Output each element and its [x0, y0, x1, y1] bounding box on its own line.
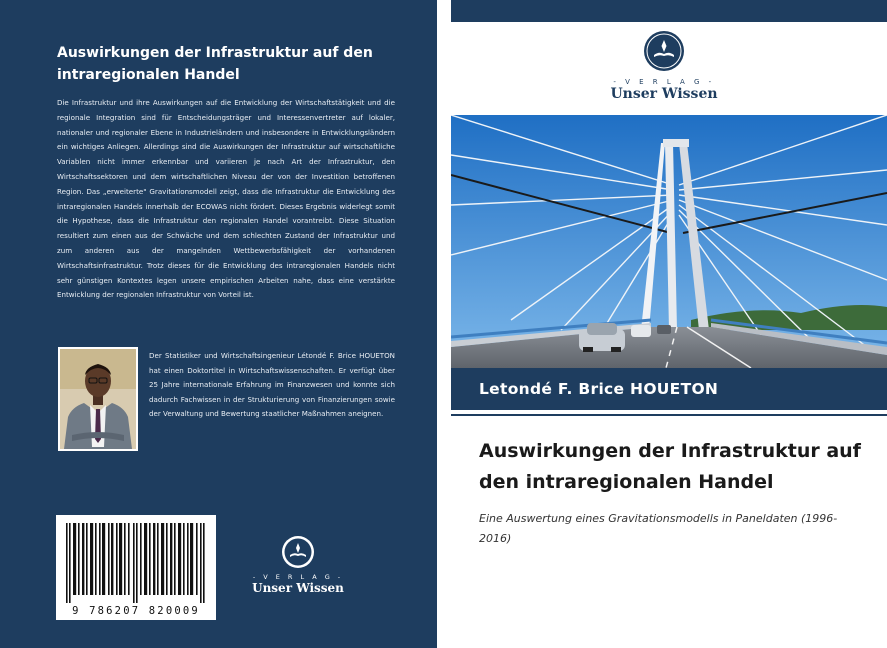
front-cover: [451, 0, 887, 648]
back-cover-title: Auswirkungen der Infrastruktur auf den intraregionalen Handel: [57, 45, 373, 83]
barcode: [56, 515, 216, 620]
publisher-logo-icon: [281, 535, 315, 569]
back-publisher-name: Unser Wissen: [252, 581, 344, 595]
publisher-logo-icon: [643, 30, 685, 72]
front-author-name: Letondé F. Brice HOUETON: [479, 380, 719, 398]
author-photo: [58, 347, 138, 451]
back-publisher-logo: [250, 535, 346, 595]
author-band: [451, 368, 887, 410]
divider-rule: [451, 414, 887, 416]
bridge-photo: [451, 115, 887, 368]
back-publisher-verlag: - V E R L A G -: [252, 573, 344, 581]
front-cover-title: Auswirkungen der Infrastruktur auf den intraregionalen Handel: [479, 440, 861, 493]
barcode-bars: [56, 515, 216, 603]
spine-gap: [437, 0, 451, 648]
front-cover-subtitle: Eine Auswertung eines Gravitationsmodells in Paneldaten (1996-2016): [479, 512, 838, 545]
front-publisher-name: Unser Wissen: [610, 86, 718, 102]
barcode-digits: 9 786207 820009: [72, 605, 200, 617]
front-publisher-verlag: - V E R L A G -: [613, 78, 715, 86]
back-cover: [0, 0, 437, 648]
back-cover-blurb: Die Infrastruktur und ihre Auswirkungen auf die Entwicklung der Wirtschaftstätigkeit und die regionale Integration sind für Entscheidungsträger und Interessenvertreter auf lokaler, nationaler und regionaler Ebene in Industrieländern und insbesondere in Entwicklungsländern ein wichtiges Anliegen. Allerdings sind die Auswirkungen der Infrastruktur auf wirtschaftliche Variablen nicht immer erkennbar und variieren je nach Art der Infrastruktur, den Wirtschaftssektoren und dem wirtschaftlichen Niveau der von der Investition betroffenen Region. Das „erweiterte" Gravitationsmodell zeigt, dass die Infrastruktur die Entwicklung des intraregionalen Handels innerhalb der ECOWAS nicht fördert. Dieses Ergebnis widerlegt somit die Hypothese, dass die Infrastruktur den regionalen Handel vorantreibt. Diese Situation resultiert zum einen aus der Schwäche und dem schlechten Zustand der Infrastruktur und zum anderen aus der mangelnden Wettbewerbsfähigkeit der vorhandenen Wirtschaftsinfrastruktur. Trotz dieses für die Entwicklung des intraregionalen Handels nicht sehr günstigen Kontextes legen unsere empirischen Arbeiten nahe, dass eine verstärkte Entwicklung der regionalen Infrastruktur von Vorteil ist.: [57, 98, 395, 300]
author-bio: Der Statistiker und Wirtschaftsingenieur Létondé F. Brice HOUETON hat einen Doktortitel in Wirtschaftswissenschaften. Er verfügt über 25 Jahre internationale Erfahrung im Finanzwesen und konnte sich dadurch Fachwissen in der Strukturierung von Finanzierungen sowie der Verwaltung und Bewertung staatlicher Maßnahmen aneignen.: [149, 351, 395, 419]
front-publisher-logo: [609, 30, 719, 102]
front-top-bar: [451, 0, 887, 22]
